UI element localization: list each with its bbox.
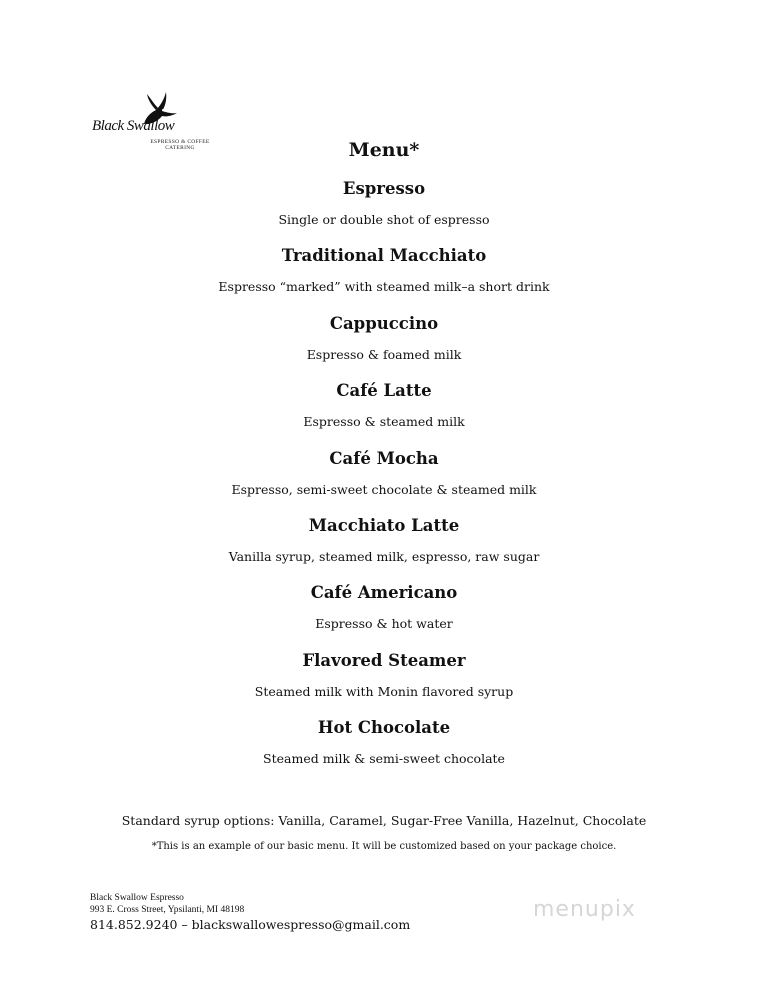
footer-company: Black Swallow Espresso	[90, 893, 184, 903]
logo-wordmark: Black Swallow	[92, 118, 175, 134]
menu-item-description: Single or double shot of espresso	[278, 212, 490, 227]
footer	[90, 892, 410, 934]
menu-item-name: Hot Chocolate	[317, 718, 451, 737]
menu-item-description: Steamed milk & semi-sweet chocolate	[263, 751, 505, 766]
menu-item	[0, 515, 768, 565]
disclaimer: *This is an example of our basic menu. It will be customized based on your package choice.	[151, 841, 617, 852]
menu-item	[0, 448, 768, 498]
menu-item	[0, 313, 768, 363]
footer-contact: 814.852.9240 – blackswallowespresso@gmail.com	[90, 917, 411, 932]
menu-item-description: Vanilla syrup, steamed milk, espresso, raw sugar	[228, 549, 540, 564]
menu-item-name: Flavored Steamer	[302, 651, 466, 670]
menu-item-name: Café Latte	[336, 381, 432, 400]
menu-item-name: Traditional Macchiato	[281, 246, 487, 265]
menu-item	[0, 178, 768, 228]
menu-item	[0, 582, 768, 632]
logo-subtitle: ESPRESSO & COFFEE CATERING	[150, 139, 210, 151]
syrup-options: Standard syrup options: Vanilla, Caramel, Sugar-Free Vanilla, Hazelnut, Chocolate	[121, 813, 647, 828]
menu-item	[0, 650, 768, 700]
menu-item-name: Cappuccino	[329, 314, 439, 333]
menu-item	[0, 245, 768, 295]
menu-item-description: Steamed milk with Monin flavored syrup	[254, 684, 514, 699]
menu-item	[0, 717, 768, 767]
page-title: Menu*	[348, 139, 420, 161]
menu-item-name: Café Americano	[310, 583, 458, 602]
menu-item-description: Espresso “marked” with steamed milk–a short drink	[218, 279, 550, 294]
menu-item-description: Espresso & foamed milk	[306, 347, 462, 362]
menu-item-name: Espresso	[342, 179, 426, 198]
menu-item-description: Espresso & hot water	[315, 616, 453, 631]
watermark-faint	[532, 880, 535, 890]
menu-item	[0, 380, 768, 430]
menu-item-description: Espresso, semi-sweet chocolate & steamed milk	[231, 482, 537, 497]
watermark: menupix	[533, 897, 636, 922]
menu-item-name: Macchiato Latte	[308, 516, 460, 535]
menu-item-description: Espresso & steamed milk	[303, 414, 465, 429]
menu-item-name: Café Mocha	[329, 449, 439, 468]
footer-address: 993 E. Cross Street, Ypsilanti, MI 48198	[90, 905, 245, 915]
